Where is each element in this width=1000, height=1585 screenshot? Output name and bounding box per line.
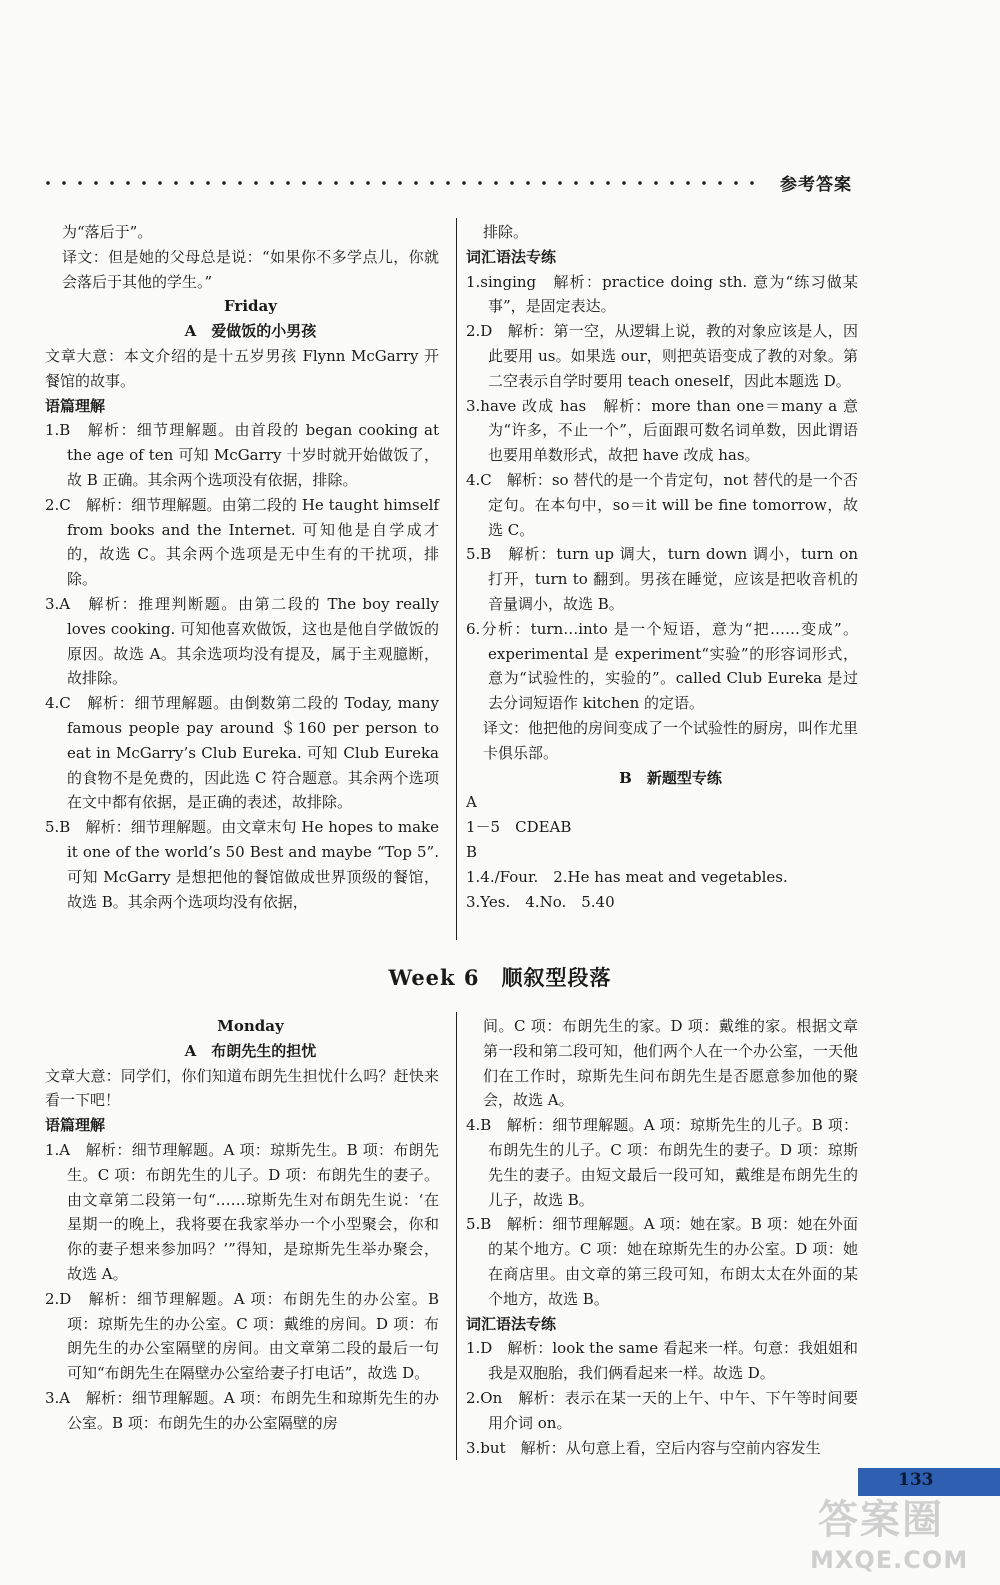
header-title: 参考答案 (780, 175, 852, 195)
answer-line: 1－5 CDEAB (466, 818, 572, 837)
paragraph: 为“落后于”。 (62, 223, 153, 241)
watermark-url: MXQE.COM (810, 1546, 969, 1574)
answer-item: 5.B 解析：细节理解题。由文章末句 He hopes to make it one of the world’s 50 Best and maybe “Top 5”. 可知 McGarry 是想把他的餐馆做成世界顶级的餐馆，故选 B。其余两个选项均没有依据， (45, 818, 439, 911)
section-label: 词汇语法专练 (466, 247, 557, 266)
answer-line: 3.Yes. 4.No. 5.40 (466, 892, 615, 911)
paragraph: 排除。 (483, 223, 529, 241)
answer-item: 1.A 解析：细节理解题。A 项：琼斯先生。B 项：布朗先生。C 项：布朗先生的儿子。D 项：布朗先生的妻子。由文章第二段第一句“……琼斯先生对布朗先生说：‘在星期一的晚上，我将要在我家举办一个小型聚会，你和你的妻子想来参加吗？’”得知，是琼斯先生举办聚会，故选 A。 (45, 1140, 439, 1283)
page-number: 133 (898, 1470, 934, 1490)
answer-item: 5.B 解析：细节理解题。A 项：她在家。B 项：她在外面的某个地方。C 项：她在琼斯先生的办公室。D 项：她在商店里。由文章的第三段可知，布朗太太在外面的某个地方，故选 B。 (466, 1215, 858, 1308)
answer-item: 1.singing 解析：practice doing sth. 意为“练习做某事”，是固定表达。 (466, 272, 858, 316)
header-dotted-rule (40, 180, 760, 186)
answer-item: 3.but 解析：从句意上看，空后内容与空前内容发生 (466, 1438, 821, 1457)
paragraph: 文章大意：同学们，你们知道布朗先生担忧什么吗？赶快来看一下吧！ (45, 1066, 439, 1110)
answer-item: 5.B 解析：turn up 调大，turn down 调小，turn on 打开，turn to 翻到。男孩在睡觉，应该是把收音机的音量调小，故选 B。 (466, 545, 858, 613)
answer-item: 4.C 解析：细节理解题。由倒数第二段的 Today, many famous people pay around ＄160 per person to eat in McGarry’s Club Eureka. 可知 Club Eureka的食物不是免费的，因此选 C 符合题意。其余两个选项在文中都有依据，是正确的表述，故排除。 (45, 694, 439, 812)
answer-item: 1.B 解析：细节理解题。由首段的 began cooking at the age of ten 可知 McGarry 十岁时就开始做饭了，故 B 正确。其余两个选项没有依据，排除。 (45, 421, 439, 489)
answer-item: 2.C 解析：细节理解题。由第二段的 He taught himself from books and the Internet. 可知他是自学成才的，故选 C。其余两个选项是无中生有的干扰项，排除。 (45, 495, 439, 589)
watermark-logo (810, 1495, 1000, 1583)
day-heading: Monday (217, 1017, 284, 1035)
week-heading: Week 6 顺叙型段落 (388, 965, 612, 990)
answer-item: 4.B 解析：细节理解题。A 项：琼斯先生的儿子。B 项：布朗先生的儿子。C 项：布朗先生的妻子。D 项：琼斯先生的妻子。由短文最后一段可知，戴维是布朗先生的儿子，故选 B。 (466, 1116, 858, 1209)
watermark-logo-text: 答案圈 (818, 1497, 944, 1543)
paragraph: 间。C 项：布朗先生的家。D 项：戴维的家。根据文章第一段和第二段可知，他们两个人在一个办公室，一天他们在工作时，琼斯先生问布朗先生是否愿意参加他的聚会，故选 A。 (483, 1017, 859, 1110)
section-heading: A 爱做饭的小男孩 (184, 322, 317, 341)
section-label: 语篇理解 (45, 396, 106, 415)
section-label: 词汇语法专练 (466, 1314, 557, 1333)
top-right-column (466, 220, 859, 914)
paragraph: 译文：但是她的父母总是说：“如果你不多学点儿，你就会落后于其他的学生。” (62, 247, 439, 291)
answer-item: 3.A 解析：推理判断题。由第二段的 The boy really loves cooking. 可知他喜欢做饭，这也是他自学做饭的原因。故选 A。其余选项均没有提及，属于主观臆断，故排除。 (45, 594, 439, 688)
section-heading: B 新题型专练 (619, 768, 722, 787)
bottom-right-column (466, 1014, 859, 1460)
answer-line: A (466, 793, 477, 812)
answer-item: 6.分析：turn…into 是一个短语，意为“把……变成”。experimental 是 experiment“实验”的形容词形式，意为“试验性的，实验的”。called Club Eureka 是过去分词短语作 kitchen 的定语。 (466, 619, 858, 713)
top-left-column (45, 220, 439, 914)
column-divider-top (456, 218, 457, 940)
paragraph: 文章大意：本文介绍的是十五岁男孩 Flynn McGarry 开餐馆的故事。 (45, 346, 439, 390)
answer-item: 1.D 解析：look the same 看起来一样。句意：我姐姐和我是双胞胎，我们俩看起来一样。故选 D。 (466, 1339, 858, 1383)
bottom-left-column (45, 1014, 439, 1436)
day-heading: Friday (224, 297, 277, 316)
answer-item: 2.D 解析：第一空，从逻辑上说，教的对象应该是人，因此要用 us。如果选 our，则把英语变成了教的对象。第二空表示自学时要用 teach oneself，因此本题选 D。 (466, 322, 858, 390)
answer-line: B (466, 842, 478, 861)
answer-line: 1.4./Four. 2.He has meat and vegetables. (466, 867, 788, 886)
section-heading: A 布朗先生的担忧 (184, 1041, 317, 1060)
paragraph: 译文：他把他的房间变成了一个试验性的厨房，叫作尤里卡俱乐部。 (483, 718, 859, 762)
column-divider-bottom (456, 1012, 457, 1460)
answer-item: 2.On 解析：表示在某一天的上午、中午、下午等时间要用介词 on。 (466, 1388, 858, 1432)
answer-item: 4.C 解析：so 替代的是一个肯定句，not 替代的是一个否定句。在本句中，so＝it will be fine tomorrow，故选 C。 (466, 470, 858, 539)
answer-item: 3.A 解析：细节理解题。A 项：布朗先生和琼斯先生的办公室。B 项：布朗先生的办公室隔壁的房 (45, 1388, 439, 1432)
answer-item: 2.D 解析：细节理解题。A 项：布朗先生的办公室。B 项：琼斯先生的办公室。C 项：戴维的房间。D 项：布朗先生的办公室隔壁的房间。由文章第二段的最后一句可知“布朗先生在隔壁办公室给妻子打电话”，故选 D。 (45, 1289, 439, 1383)
answer-item: 3.have 改成 has 解析：more than one＝many a 意为“许多，不止一个”，后面跟可数名词单数，因此谓语也要用单数形式，故把 have 改成 has。 (466, 396, 858, 465)
section-label: 语篇理解 (45, 1116, 106, 1135)
